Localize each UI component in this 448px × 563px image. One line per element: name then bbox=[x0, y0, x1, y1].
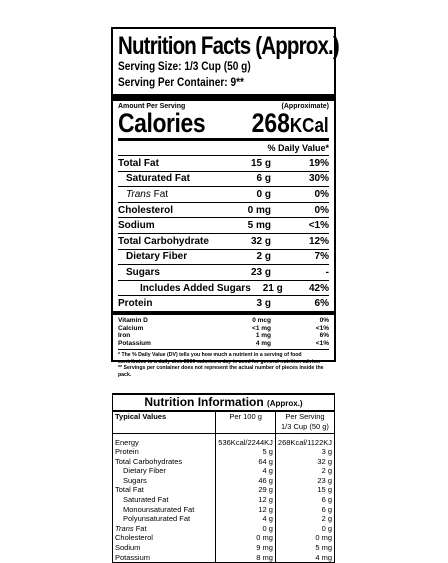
col-typical-values: Typical Values bbox=[113, 412, 216, 433]
nutrition-facts-title: Nutrition Facts (Approx.) bbox=[118, 32, 339, 60]
trans-italic: Trans bbox=[126, 188, 151, 200]
table-row bbox=[113, 505, 334, 515]
row-per100: 9 mg bbox=[216, 543, 276, 553]
nutrient-qty: 0 mg bbox=[247, 204, 271, 216]
vitamins-block bbox=[118, 315, 329, 347]
row-serving: 2 g bbox=[321, 466, 332, 476]
table-row bbox=[113, 514, 334, 524]
vitamin-row bbox=[118, 325, 329, 333]
table-row bbox=[113, 533, 334, 543]
row-label bbox=[113, 524, 216, 534]
info-table bbox=[113, 412, 334, 562]
col-per-serving bbox=[275, 412, 334, 433]
calories-value bbox=[252, 108, 329, 139]
row-per100: 0 g bbox=[216, 524, 276, 534]
nutrient-row-cholesterol bbox=[118, 202, 329, 218]
nutrient-label: Dietary Fiber bbox=[126, 251, 188, 263]
nutrient-qty: 6 g bbox=[256, 173, 271, 185]
nutrition-information-table bbox=[112, 393, 335, 563]
vitamin-row bbox=[118, 332, 329, 340]
row-serving: 15 g bbox=[317, 485, 332, 495]
row-serving: 4 mg bbox=[315, 552, 332, 562]
vitamin-qty: 4 mg bbox=[255, 339, 271, 347]
row-per100: 12 g bbox=[216, 505, 276, 515]
table-row bbox=[113, 447, 334, 457]
vitamin-label: Iron bbox=[118, 332, 131, 340]
trans-rest: Fat bbox=[133, 523, 147, 533]
nutrient-row-total-carbohydrate bbox=[118, 233, 329, 249]
row-per100: 8 mg bbox=[216, 553, 276, 563]
nutrient-qty: 5 mg bbox=[247, 220, 271, 232]
row-per100: 46 g bbox=[216, 476, 276, 486]
thick-divider bbox=[113, 94, 334, 101]
table-row bbox=[113, 476, 334, 486]
row-per100: 29 g bbox=[216, 485, 276, 495]
row-serving: 6 g bbox=[321, 504, 332, 514]
row-label: Sugars bbox=[113, 476, 216, 486]
vitamin-qty: <1 mg bbox=[252, 324, 271, 332]
nutrient-row-added-sugars bbox=[118, 280, 329, 296]
serving-size: Serving Size: 1/3 Cup (50 g) bbox=[118, 61, 251, 73]
nutrient-qty: 3 g bbox=[256, 298, 271, 310]
row-serving: 3 g bbox=[321, 447, 332, 457]
table-row bbox=[113, 524, 334, 534]
nutrient-row-sodium bbox=[118, 217, 329, 233]
vitamin-row bbox=[118, 317, 329, 325]
vitamin-dv: <1% bbox=[315, 324, 329, 332]
calories-row bbox=[118, 108, 329, 138]
nutrient-dv: 19% bbox=[308, 157, 329, 169]
row-label: Saturated Fat bbox=[113, 495, 216, 505]
nutrient-row-sugars bbox=[118, 264, 329, 280]
nutrient-qty: 23 g bbox=[250, 266, 271, 278]
calories-label: Calories bbox=[118, 108, 206, 138]
row-label: Polyunsaturated Fat bbox=[113, 514, 216, 524]
nutrient-qty: 21 g bbox=[262, 282, 283, 294]
row-label: Sodium bbox=[113, 543, 216, 553]
vitamin-qty: 1 mg bbox=[255, 332, 271, 340]
row-label: Total Fat bbox=[113, 485, 216, 495]
nutrient-qty: 0 g bbox=[256, 188, 271, 200]
approximate-label: (Approximate) bbox=[281, 103, 329, 110]
nutrient-label: Sugars bbox=[126, 266, 160, 278]
row-label: Monounsaturated Fat bbox=[113, 505, 216, 515]
nutrient-label: Includes Added Sugars bbox=[140, 282, 251, 294]
calories-number: 268 bbox=[251, 108, 291, 138]
row-per100: 0 mg bbox=[216, 533, 276, 543]
nutrient-label: Saturated Fat bbox=[126, 173, 190, 185]
calories-unit: KCal bbox=[290, 115, 329, 137]
vitamin-row bbox=[118, 340, 329, 348]
footnote-daily-value: * The % Daily Value (DV) tells you how much a nutrient in a serving of food contributes to a daily diet. 2000-calories a day is used for general nutrition advice. bbox=[118, 352, 321, 365]
nutrient-label: Total Carbohydrate bbox=[118, 235, 209, 247]
table-row bbox=[113, 543, 334, 553]
nutrient-label: Cholesterol bbox=[118, 204, 174, 216]
vitamin-label: Calcium bbox=[118, 324, 144, 332]
nutrient-dv: 30% bbox=[308, 173, 329, 185]
row-serving: 5 mg bbox=[315, 543, 332, 553]
row-serving: 32 g bbox=[317, 456, 332, 466]
trans-italic: Trans bbox=[115, 523, 134, 533]
row-per100: 64 g bbox=[216, 457, 276, 467]
row-per100: 5 g bbox=[216, 447, 276, 457]
trans-rest: Fat bbox=[150, 188, 169, 200]
nutrient-dv: 6% bbox=[314, 298, 329, 310]
footnotes bbox=[118, 349, 329, 378]
vitamin-label: Vitamin D bbox=[118, 316, 148, 324]
servings-per-container: Serving Per Container: 9** bbox=[118, 77, 244, 89]
row-label: Potassium bbox=[113, 553, 216, 563]
info-title-suffix: (Approx.) bbox=[267, 399, 303, 408]
nutrient-qty: 32 g bbox=[250, 235, 271, 247]
row-label: Total Carbohydrates bbox=[113, 457, 216, 467]
nutrient-dv: <1% bbox=[308, 220, 329, 232]
row-label: Dietary Fiber bbox=[113, 466, 216, 476]
nutrition-facts-label bbox=[111, 27, 339, 378]
vitamin-qty: 0 mcg bbox=[252, 316, 271, 324]
info-header-row bbox=[113, 412, 334, 433]
row-per100: 536Kcal/2244KJ bbox=[216, 438, 276, 448]
table-row bbox=[113, 553, 334, 563]
nutrient-qty: 15 g bbox=[250, 157, 271, 169]
col-per-serving-line1: Per Serving bbox=[285, 412, 325, 421]
table-row bbox=[113, 466, 334, 476]
table-row bbox=[113, 485, 334, 495]
nutrient-row-saturated-fat bbox=[118, 171, 329, 187]
vitamin-dv: 0% bbox=[319, 316, 329, 324]
col-per-100g: Per 100 g bbox=[216, 412, 276, 433]
vitamin-dv: <1% bbox=[315, 339, 329, 347]
nutrient-dv: - bbox=[325, 266, 329, 278]
table-row bbox=[113, 495, 334, 505]
amount-per-serving-label: Amount Per Serving bbox=[118, 103, 186, 110]
table-row bbox=[113, 438, 334, 448]
daily-value-header: % Daily Value* bbox=[118, 138, 329, 155]
row-label: Energy bbox=[113, 438, 216, 448]
nutrient-qty: 2 g bbox=[256, 251, 271, 263]
row-per100: 4 g bbox=[216, 514, 276, 524]
col-per-serving-line2: 1/3 Cup (50 g) bbox=[280, 421, 329, 431]
nutrient-label: Sodium bbox=[118, 220, 155, 232]
nutrient-dv: 0% bbox=[314, 188, 329, 200]
nutrient-dv: 7% bbox=[314, 251, 329, 263]
nutrient-label: Total Fat bbox=[118, 157, 159, 169]
row-serving: 268Kcal/1122KJ bbox=[277, 437, 332, 447]
nutrient-dv: 42% bbox=[308, 282, 329, 294]
nutrient-dv: 0% bbox=[314, 204, 329, 216]
row-per100: 4 g bbox=[216, 466, 276, 476]
row-serving: 0 g bbox=[321, 523, 332, 533]
nutrient-row-dietary-fiber bbox=[118, 249, 329, 265]
row-per100: 12 g bbox=[216, 495, 276, 505]
row-label: Cholesterol bbox=[113, 533, 216, 543]
row-serving: 6 g bbox=[321, 495, 332, 505]
nutrition-information-title bbox=[113, 395, 334, 412]
nutrient-row-trans-fat bbox=[118, 186, 329, 202]
nutrient-row-total-fat bbox=[118, 155, 329, 171]
nutrient-dv: 12% bbox=[308, 235, 329, 247]
vitamin-label: Potassium bbox=[118, 339, 151, 347]
vitamin-dv: 6% bbox=[319, 332, 329, 340]
table-row bbox=[113, 457, 334, 467]
row-serving: 2 g bbox=[321, 514, 332, 524]
row-serving: 23 g bbox=[317, 475, 332, 485]
footnote-servings: ** Servings per container does not represent the actual number of pieces inside the pack. bbox=[118, 365, 324, 378]
row-label: Protein bbox=[113, 447, 216, 457]
row-serving: 0 mg bbox=[315, 533, 332, 543]
info-title-text: Nutrition Information bbox=[144, 395, 264, 409]
nutrient-label bbox=[118, 189, 231, 200]
nutrient-label: Protein bbox=[118, 298, 153, 310]
nutrient-row-protein bbox=[118, 295, 329, 311]
